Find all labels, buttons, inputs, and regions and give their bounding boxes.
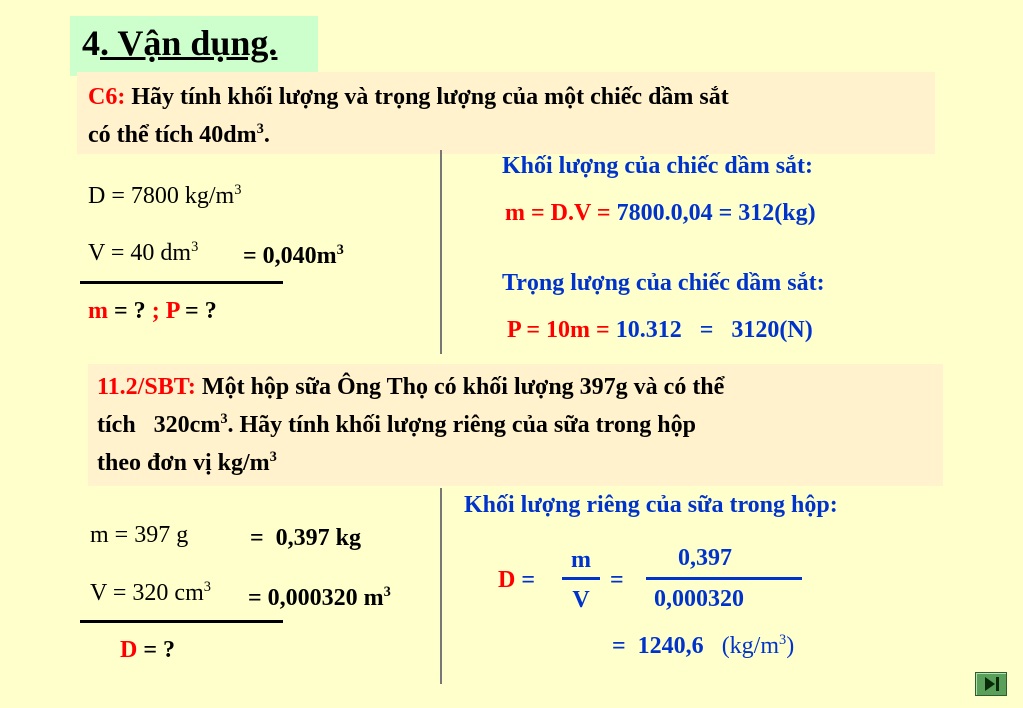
sbt-question-text: 11.2/SBT: Một hộp sữa Ông Thọ có khối lượng 397g và có thể tích $320cm^3$. Hãy tính khối lượng riêng của sữa trong hộp theo đơn vị $kg/m^3$ [97,374,725,476]
sbt-fraction-denominator: V [572,587,590,613]
play-next-icon [976,673,1006,695]
sbt-given-separator [80,620,283,623]
c6-given-separator [80,281,283,284]
sbt-value-fraction-bar [646,577,802,580]
sbt-value-denominator: 0,000320 [654,586,744,612]
c6-label: C6: [88,84,126,110]
sbt-mass-conversion: = 0,397 kg [250,525,362,551]
c6-divider [440,150,442,354]
sbt-volume-conversion: = 0,000320 $m^3$ [248,584,391,611]
c6-given-volume: V = 40 $dm^3$ [88,239,199,266]
c6-volume-conversion: = $0,040m^3$ [243,242,344,269]
next-slide-button[interactable] [975,672,1007,696]
sbt-find: D = ? [120,637,176,663]
sbt-result: = 1240,6 $(kg/m^3)$ [612,632,795,659]
c6-weight-heading: Trọng lượng của chiếc dầm sắt: [502,270,825,296]
c6-weight-solution: P = 10m = 10.312 = 3120(N) [507,317,813,343]
sbt-fraction-numerator: m [571,547,591,573]
sbt-value-numerator: 0,397 [678,545,732,571]
c6-given-density: D = 7800 $kg/m^3$ [88,182,242,209]
c6-mass-solution: m = D.V = 7800.0,04 = 312(kg) [505,200,816,226]
page-title: 4. Vận dụng. [82,23,278,63]
sbt-label: 11.2/SBT: [97,374,196,400]
sbt-given-mass: m = 397 g [90,522,189,548]
c6-mass-heading: Khối lượng của chiếc dầm sắt: [502,153,814,179]
sbt-density-label: D = [498,567,536,593]
c6-find: m = ? ; P = ? [88,298,217,324]
sbt-given-volume: V = 320 $cm^3$ [90,579,211,606]
sbt-divider [440,488,442,684]
sbt-equals: = [610,567,624,593]
sbt-fraction-bar [562,577,600,580]
sbt-density-heading: Khối lượng riêng của sữa trong hộp: [464,492,838,518]
c6-question-text: C6: Hãy tính khối lượng và trọng lượng của một chiếc dầm sắt có thể tích $40dm^3$. [88,84,729,148]
